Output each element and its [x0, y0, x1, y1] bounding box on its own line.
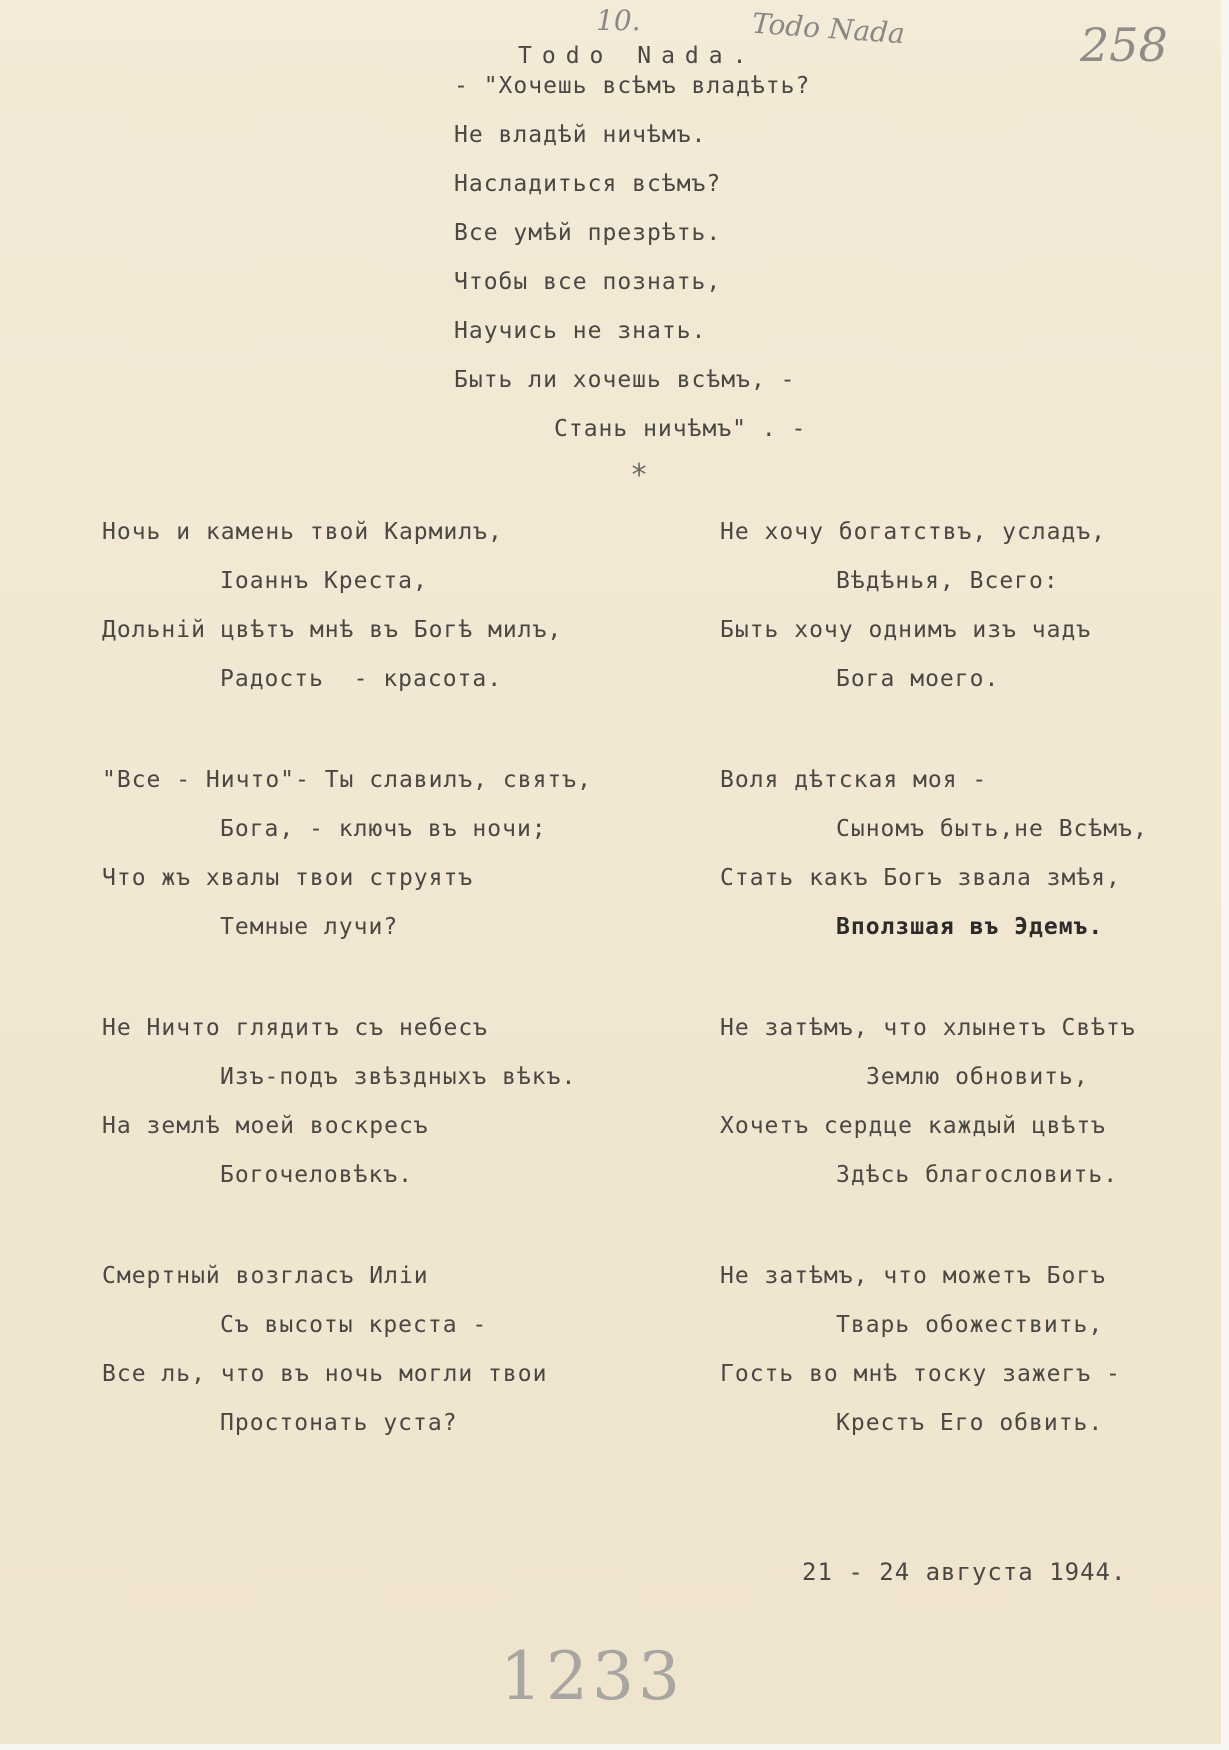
right-stanza-2-line-4: Вползшая въ Эдемъ.	[836, 914, 1104, 940]
right-stanza-2-line-3: Стать какъ Богъ звала змѣя,	[720, 865, 1121, 891]
right-stanza-4-line-2: Тварь обожествить,	[836, 1312, 1104, 1338]
left-stanza-4-line-4: Простонать уста?	[220, 1410, 458, 1436]
left-stanza-1-line-1: Ночь и камень твой Кармилъ,	[102, 519, 503, 545]
right-stanza-3-line-4: Здѣсь благословить.	[836, 1162, 1119, 1188]
right-stanza-3-line-2: Землю обновить,	[866, 1064, 1089, 1090]
epigraph-line: Насладиться всѣмъ?	[454, 171, 722, 197]
handwritten-page-number: 10.	[596, 4, 641, 37]
left-stanza-2-line-3: Что жъ хвалы твои струятъ	[102, 865, 474, 891]
right-stanza-1-line-2: Вѣдѣнья, Всего:	[836, 568, 1059, 594]
epigraph-line: - "Хочешь всѣмъ владѣть?	[454, 73, 811, 99]
right-stanza-3-line-3: Хочетъ сердце каждый цвѣтъ	[720, 1113, 1107, 1139]
left-stanza-3-line-3: На землѣ моей воскресъ	[102, 1113, 429, 1139]
right-stanza-4-line-1: Не затѣмъ, что можетъ Богъ	[720, 1263, 1107, 1289]
poem-date: 21 - 24 августа 1944.	[802, 1558, 1127, 1586]
left-stanza-2-line-2: Бога, - ключъ въ ночи;	[220, 816, 547, 842]
epigraph-line: Все умѣй презрѣть.	[454, 220, 722, 246]
epigraph-line: Научись не знать.	[454, 318, 707, 344]
handwritten-archive-number: 1233	[500, 1638, 684, 1715]
right-stanza-3-line-1: Не затѣмъ, что хлынетъ Свѣтъ	[720, 1015, 1136, 1041]
left-stanza-3-line-1: Не Ничто глядитъ съ небесъ	[102, 1015, 489, 1041]
handwritten-title-note: Todo Nada	[751, 6, 906, 51]
epigraph-line: Чтобы все познать,	[454, 269, 722, 295]
epigraph-line: Быть ли хочешь всѣмъ, -	[454, 367, 796, 393]
right-stanza-1-line-3: Быть хочу однимъ изъ чадъ	[720, 617, 1092, 643]
epigraph-line: Не владѣй ничѣмъ.	[454, 122, 707, 148]
right-stanza-2-line-2: Сыномъ быть,не Всѣмъ,	[836, 816, 1148, 842]
right-stanza-1-line-1: Не хочу богатствъ, усладъ,	[720, 519, 1107, 545]
poem-title: Todo Nada.	[518, 43, 757, 69]
left-stanza-1-line-2: Іоаннъ Креста,	[220, 568, 428, 594]
page-edge-right	[1221, 0, 1229, 1750]
left-stanza-3-line-2: Изъ-подъ звѣздныхъ вѣкъ.	[220, 1064, 577, 1090]
right-stanza-4-line-4: Крестъ Его обвить.	[836, 1410, 1104, 1436]
page-edge-bottom	[0, 1744, 1229, 1750]
left-stanza-2-line-4: Темные лучи?	[220, 914, 399, 940]
left-stanza-4-line-3: Все ль, что въ ночь могли твои	[102, 1361, 548, 1387]
left-stanza-2-line-1: "Все - Ничто"- Ты славилъ, святъ,	[102, 767, 592, 793]
left-stanza-1-line-4: Радость - красота.	[220, 666, 503, 692]
handwritten-folio-number: 258	[1080, 18, 1168, 72]
left-stanza-1-line-3: Дольній цвѣтъ мнѣ въ Богѣ милъ,	[102, 617, 563, 643]
right-stanza-2-line-1: Воля дѣтская моя -	[720, 767, 988, 793]
epigraph-line: Стань ничѣмъ" . -	[554, 416, 807, 442]
right-stanza-1-line-4: Бога моего.	[836, 666, 1000, 692]
left-stanza-4-line-1: Смертный возгласъ Иліи	[102, 1263, 429, 1289]
left-stanza-3-line-4: Богочеловѣкъ.	[220, 1162, 414, 1188]
right-stanza-4-line-3: Гость во мнѣ тоску зажегъ -	[720, 1361, 1121, 1387]
asterisk-separator: *	[630, 458, 650, 493]
left-stanza-4-line-2: Съ высоты креста -	[220, 1312, 488, 1338]
